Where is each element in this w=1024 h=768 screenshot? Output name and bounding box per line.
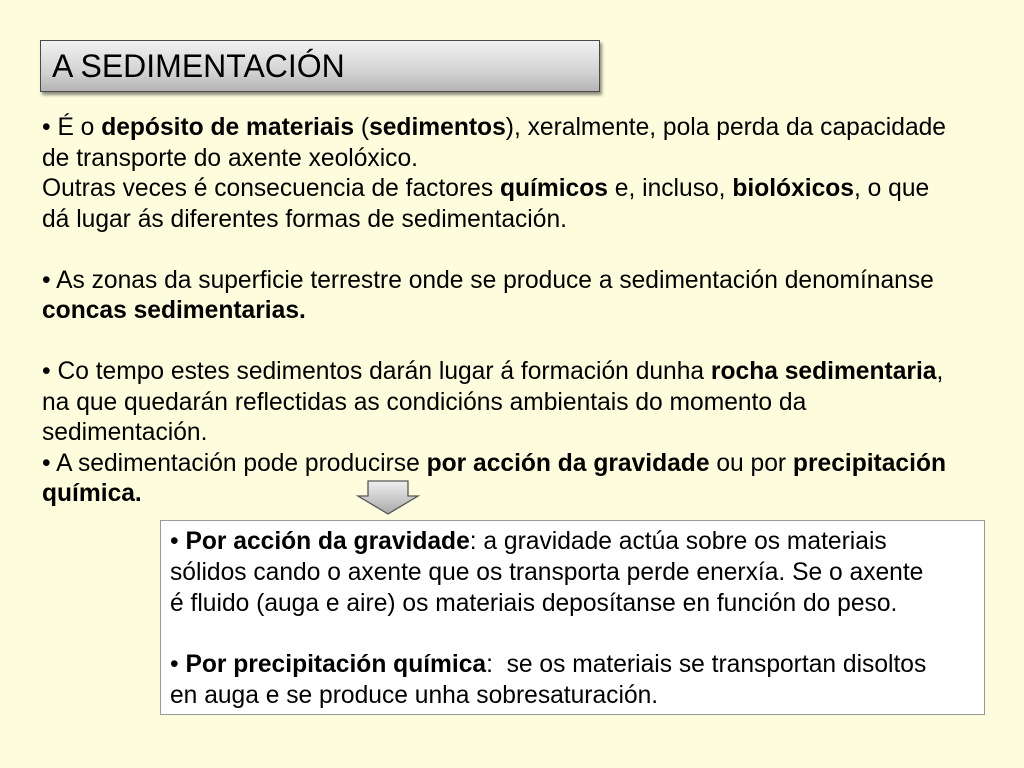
text-run: sedimentación. xyxy=(42,419,208,446)
paragraph-line xyxy=(42,296,946,327)
text-run: na que quedarán reflectidas as condicións ambientais do momento da xyxy=(42,388,807,416)
paragraph-line xyxy=(42,449,946,480)
paragraph-line xyxy=(42,144,946,175)
bold-term: rocha sedimentaria xyxy=(710,358,937,385)
text-run: • A sedimentación pode producirse xyxy=(42,449,427,477)
detail-text xyxy=(170,527,926,712)
text-run: en auga e se produce unha sobresaturación. xyxy=(170,681,659,709)
text-run: é fluido (auga e aire) os materiais deposítanse en función do peso. xyxy=(170,589,898,617)
detail-box xyxy=(160,520,985,715)
bold-term: químicos xyxy=(499,175,608,202)
text-run: : se os materiais se transportan disoltos xyxy=(486,651,927,679)
text-run: sólidos cando o axente que os transporta perde enerxía. Se o axente xyxy=(170,558,924,586)
bold-term: biolóxicos xyxy=(732,175,854,202)
detail-line xyxy=(170,558,926,589)
text-run: ), xeralmente, pola perda da capacidade xyxy=(505,114,946,141)
bold-term: depósito de materiais xyxy=(101,114,355,141)
text-run: • xyxy=(170,651,186,679)
paragraph-line xyxy=(42,418,946,449)
paragraph-line xyxy=(42,205,946,236)
paragraph-line xyxy=(42,266,946,297)
detail-line xyxy=(170,681,926,712)
detail-line xyxy=(170,589,926,620)
bold-term: química. xyxy=(42,480,142,507)
title-box xyxy=(40,40,600,92)
bold-term: sedimentos xyxy=(369,114,506,141)
bold-term: por acción da gravidade xyxy=(426,449,710,477)
paragraph-line xyxy=(42,479,946,510)
text-run: e, incluso, xyxy=(607,175,733,202)
paragraph-line xyxy=(42,113,946,144)
down-arrow-icon xyxy=(355,478,423,518)
paragraph-line xyxy=(42,174,946,205)
text-run: ( xyxy=(354,114,370,141)
paragraph-line xyxy=(42,357,946,388)
bold-term: Por acción da gravidade xyxy=(185,528,470,555)
text-run: • As zonas da superficie terrestre onde se produce a sedimentación denomínanse xyxy=(42,266,934,294)
text-run: dá lugar ás diferentes formas de sedimentación. xyxy=(42,205,567,233)
text-run: ou por xyxy=(709,449,793,477)
text-run: Outras veces é consecuencia de factores xyxy=(42,175,500,202)
text-run: • xyxy=(170,528,186,555)
text-run: , xyxy=(936,358,944,385)
bold-term: Por precipitación química xyxy=(185,651,487,679)
bold-term: concas sedimentarias. xyxy=(42,297,306,324)
detail-line xyxy=(170,650,926,681)
detail-line xyxy=(170,527,926,558)
text-run: • É o xyxy=(42,114,102,141)
text-run: : a gravidade actúa sobre os materiais xyxy=(469,528,887,555)
text-run: • Co tempo estes sedimentos darán lugar á formación dunha xyxy=(42,358,711,385)
text-run: , o que xyxy=(853,175,930,202)
paragraph-line xyxy=(42,388,946,419)
text-run: de transporte do axente xeolóxico. xyxy=(42,144,418,172)
main-text xyxy=(42,113,946,510)
slide-title: A SEDIMENTACIÓN xyxy=(52,48,345,84)
bold-term: precipitación xyxy=(792,449,946,477)
